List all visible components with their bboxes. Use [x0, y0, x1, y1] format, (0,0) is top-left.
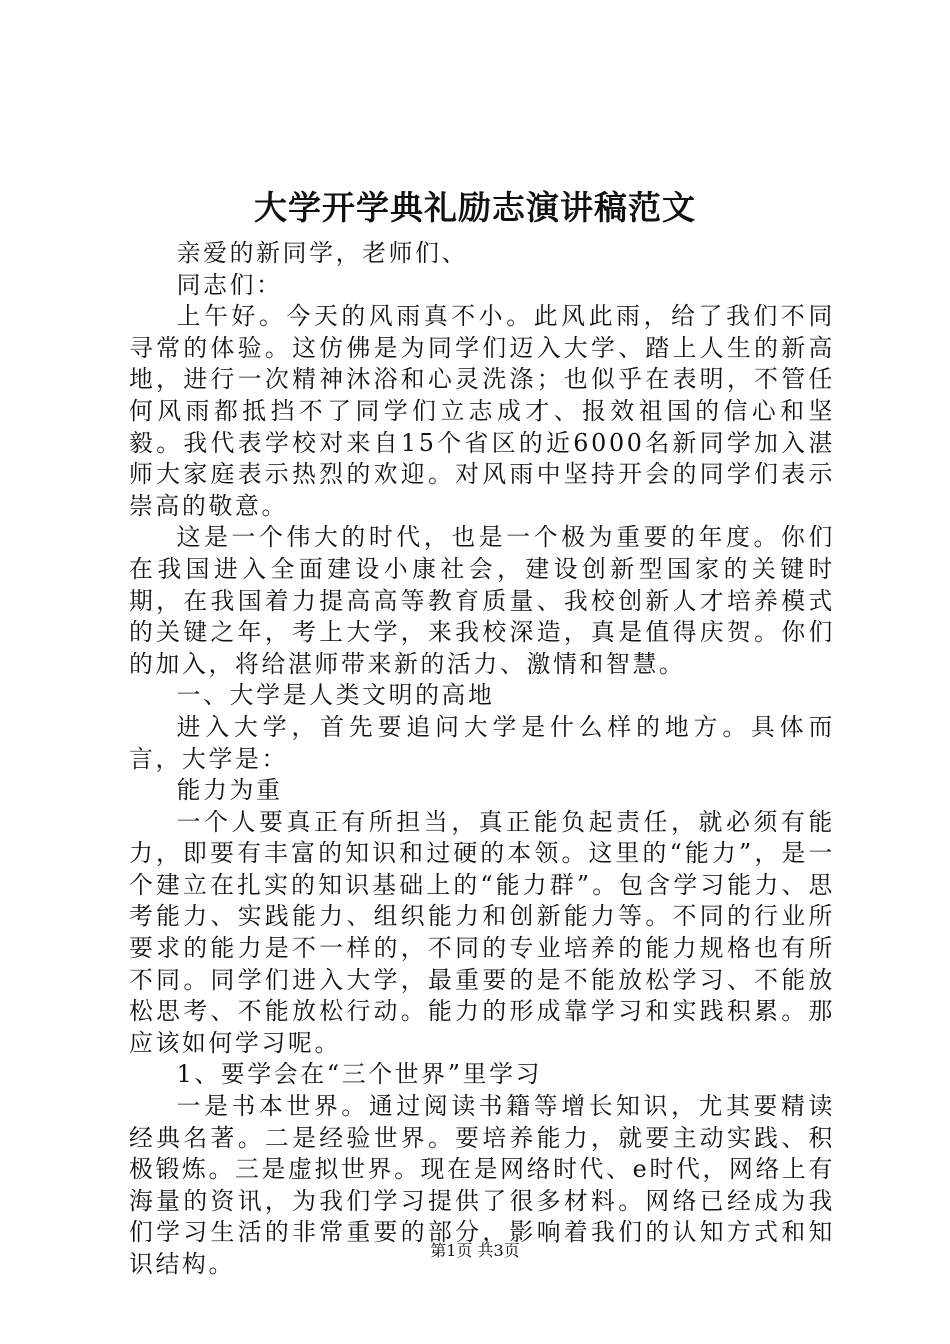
paragraph: 进入大学，首先要追问大学是什么样的地方。具体而言，大学是：: [129, 712, 835, 773]
document-body: [129, 238, 835, 1281]
paragraph: 上午好。今天的风雨真不小。此风此雨，给了我们不同寻常的体验。这仿佛是为同学们迈入大学、踏上人生的新高地，进行一次精神沐浴和心灵洗涤；也似乎在表明，不管任何风雨都抵挡不了同学们立志成才、报效祖国的信心和坚毅。我代表学校对来自15个省区的近6000名新同学加入湛师大家庭表示热烈的欢迎。对风雨中坚持开会的同学们表示崇高的敬意。: [129, 302, 835, 520]
paragraph: 一个人要真正有所担当，真正能负起责任，就必须有能力，即要有丰富的知识和过硬的本领。这里的“能力”，是一个建立在扎实的知识基础上的“能力群”。包含学习能力、思考能力、实践能力、组织能力和创新能力等。不同的行业所要求的能力是不一样的，不同的专业培养的能力规格也有所不同。同学们进入大学，最重要的是不能放松学习、不能放松思考、不能放松行动。能力的形成靠学习和实践积累。那应该如何学习呢。: [129, 807, 835, 1057]
document-title: 大学开学典礼励志演讲稿范文: [254, 188, 696, 227]
paragraph: 这是一个伟大的时代，也是一个极为重要的年度。你们在我国进入全面建设小康社会，建设创新型国家的关键时期，在我国着力提高高等教育质量、我校创新人才培养模式的关键之年，考上大学，来我校深造，真是值得庆贺。你们的加入，将给湛师带来新的活力、激情和智慧。: [129, 523, 835, 678]
subsection-heading: 1、要学会在“三个世界”里学习: [176, 1060, 543, 1089]
paragraph-salutation-cont: 同志们：: [176, 270, 283, 299]
subsection-heading: 能力为重: [176, 776, 283, 805]
paragraph-salutation: 亲爱的新同学，老师们、: [176, 239, 469, 267]
page-footer: 第1页 共3页: [430, 1241, 520, 1260]
section-heading: 一、大学是人类文明的高地: [176, 681, 495, 710]
paragraph: 一是书本世界。通过阅读书籍等增长知识，尤其要精读经典名著。二是经验世界。要培养能力，就要主动实践、积极锻炼。三是虚拟世界。现在是网络时代、e时代，网络上有海量的资讯，为我们学习提供了很多材料。网络已经成为我们学习生活的非常重要的部分，影响着我们的认知方式和知识结构。: [129, 1092, 835, 1278]
